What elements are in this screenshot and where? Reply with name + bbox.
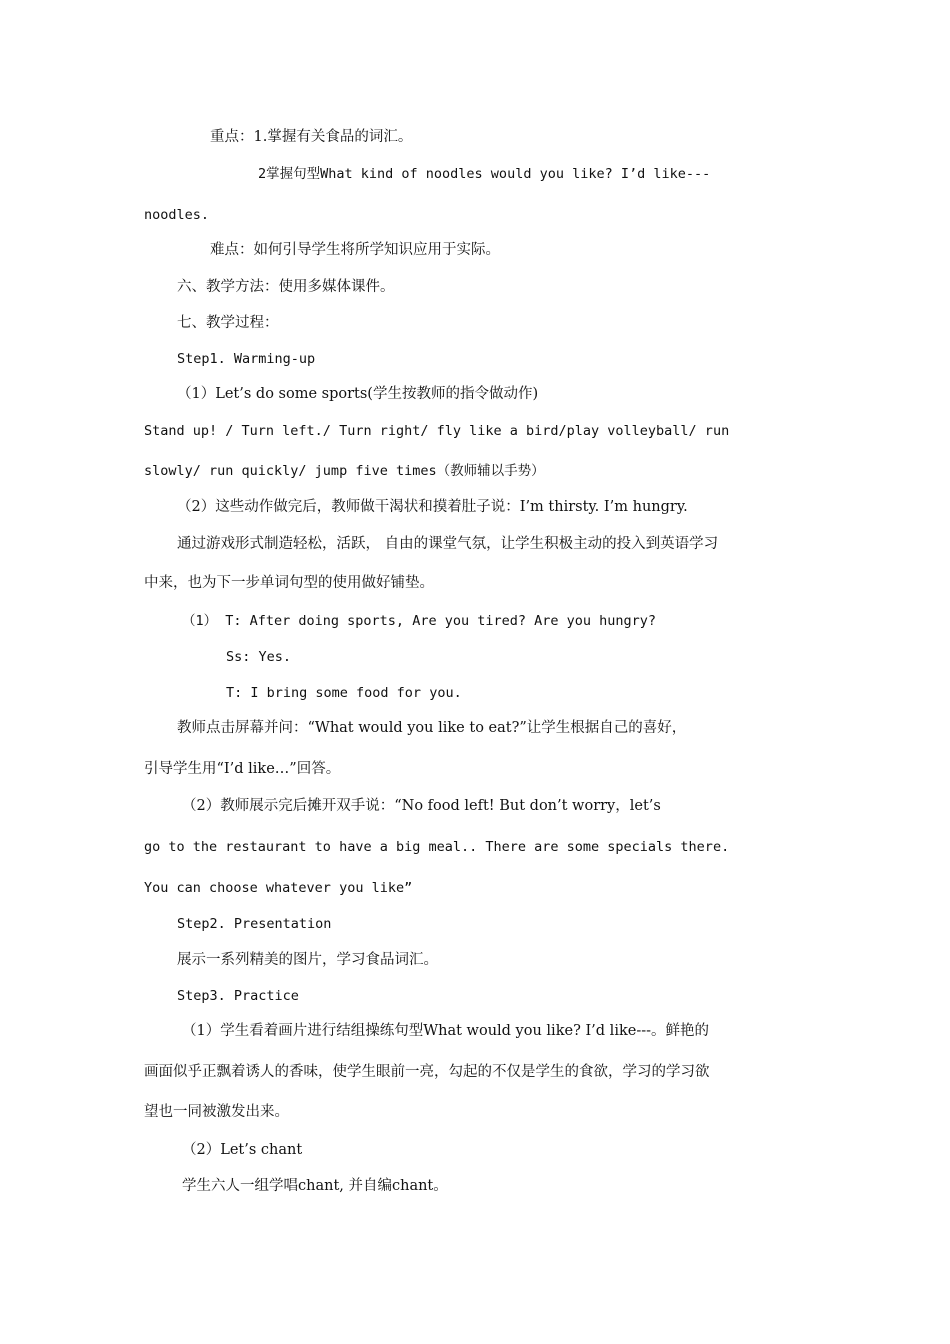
- difficulty-point: 难点：如何引导学生将所学知识应用于实际。: [210, 242, 500, 258]
- teacher-show-cont-2: You can choose whatever you like”: [144, 880, 413, 896]
- key-point-2-cont: noodles.: [144, 207, 210, 223]
- teacher-show: （2）教师展示完后摊开双手说：“No food left! But don’t worry，let’s: [182, 798, 661, 814]
- step1-item-2: （2）这些动作做完后，教师做干渴状和摸着肚子说：I’m thirsty. I’m hungry.: [177, 499, 688, 515]
- dialogue-teacher-1: （1） T: After doing sports, Are you tired? Are you hungry?: [182, 613, 657, 629]
- step1-commands-cont: slowly/ run quickly/ jump five times（教师辅以手势）: [144, 463, 545, 479]
- step1-purpose-cont: 中来，也为下一步单词句型的使用做好铺垫。: [144, 575, 434, 591]
- key-point-2: 2掌握句型What kind of noodles would you like? I’d like---: [258, 166, 711, 182]
- teacher-question-cont: 引导学生用“I’d like…”回答。: [144, 761, 341, 777]
- section-seven-heading: 七、教学过程：: [177, 315, 279, 331]
- step3-item-1-cont-1: 画面似乎正飘着诱人的香味，使学生眼前一亮，勾起的不仅是学生的食欲，学习的学习欲: [144, 1064, 710, 1080]
- teacher-question: 教师点击屏幕并问：“What would you like to eat?”让学生根据自己的喜好，: [177, 720, 687, 736]
- step3-chant: 学生六人一组学唱chant, 并自编chant。: [182, 1178, 448, 1194]
- step1-commands: Stand up! / Turn left./ Turn right/ fly like a bird/play volleyball/ run: [144, 423, 730, 439]
- step3-item-1-cont-2: 望也一同被激发出来。: [144, 1104, 289, 1120]
- step2-heading: Step2. Presentation: [177, 916, 332, 932]
- step3-item-2: （2）Let’s chant: [182, 1142, 303, 1158]
- step3-heading: Step3. Practice: [177, 988, 299, 1004]
- step2-content: 展示一系列精美的图片，学习食品词汇。: [177, 952, 438, 968]
- step1-item-1: （1）Let’s do some sports(学生按教师的指令做动作): [177, 386, 539, 402]
- section-six-heading: 六、教学方法：使用多媒体课件。: [177, 279, 395, 295]
- step3-item-1: （1）学生看着画片进行结组操练句型What would you like? I’d like---。鲜艳的: [182, 1023, 710, 1039]
- teacher-show-cont-1: go to the restaurant to have a big meal.. There are some specials there.: [144, 839, 730, 855]
- step1-heading: Step1. Warming-up: [177, 351, 316, 367]
- dialogue-students: Ss: Yes.: [226, 649, 292, 665]
- step1-purpose: 通过游戏形式制造轻松，活跃， 自由的课堂气氛，让学生积极主动的投入到英语学习: [177, 536, 719, 552]
- key-point-1: 重点：1.掌握有关食品的词汇。: [210, 129, 413, 145]
- dialogue-teacher-2: T: I bring some food for you.: [226, 685, 462, 701]
